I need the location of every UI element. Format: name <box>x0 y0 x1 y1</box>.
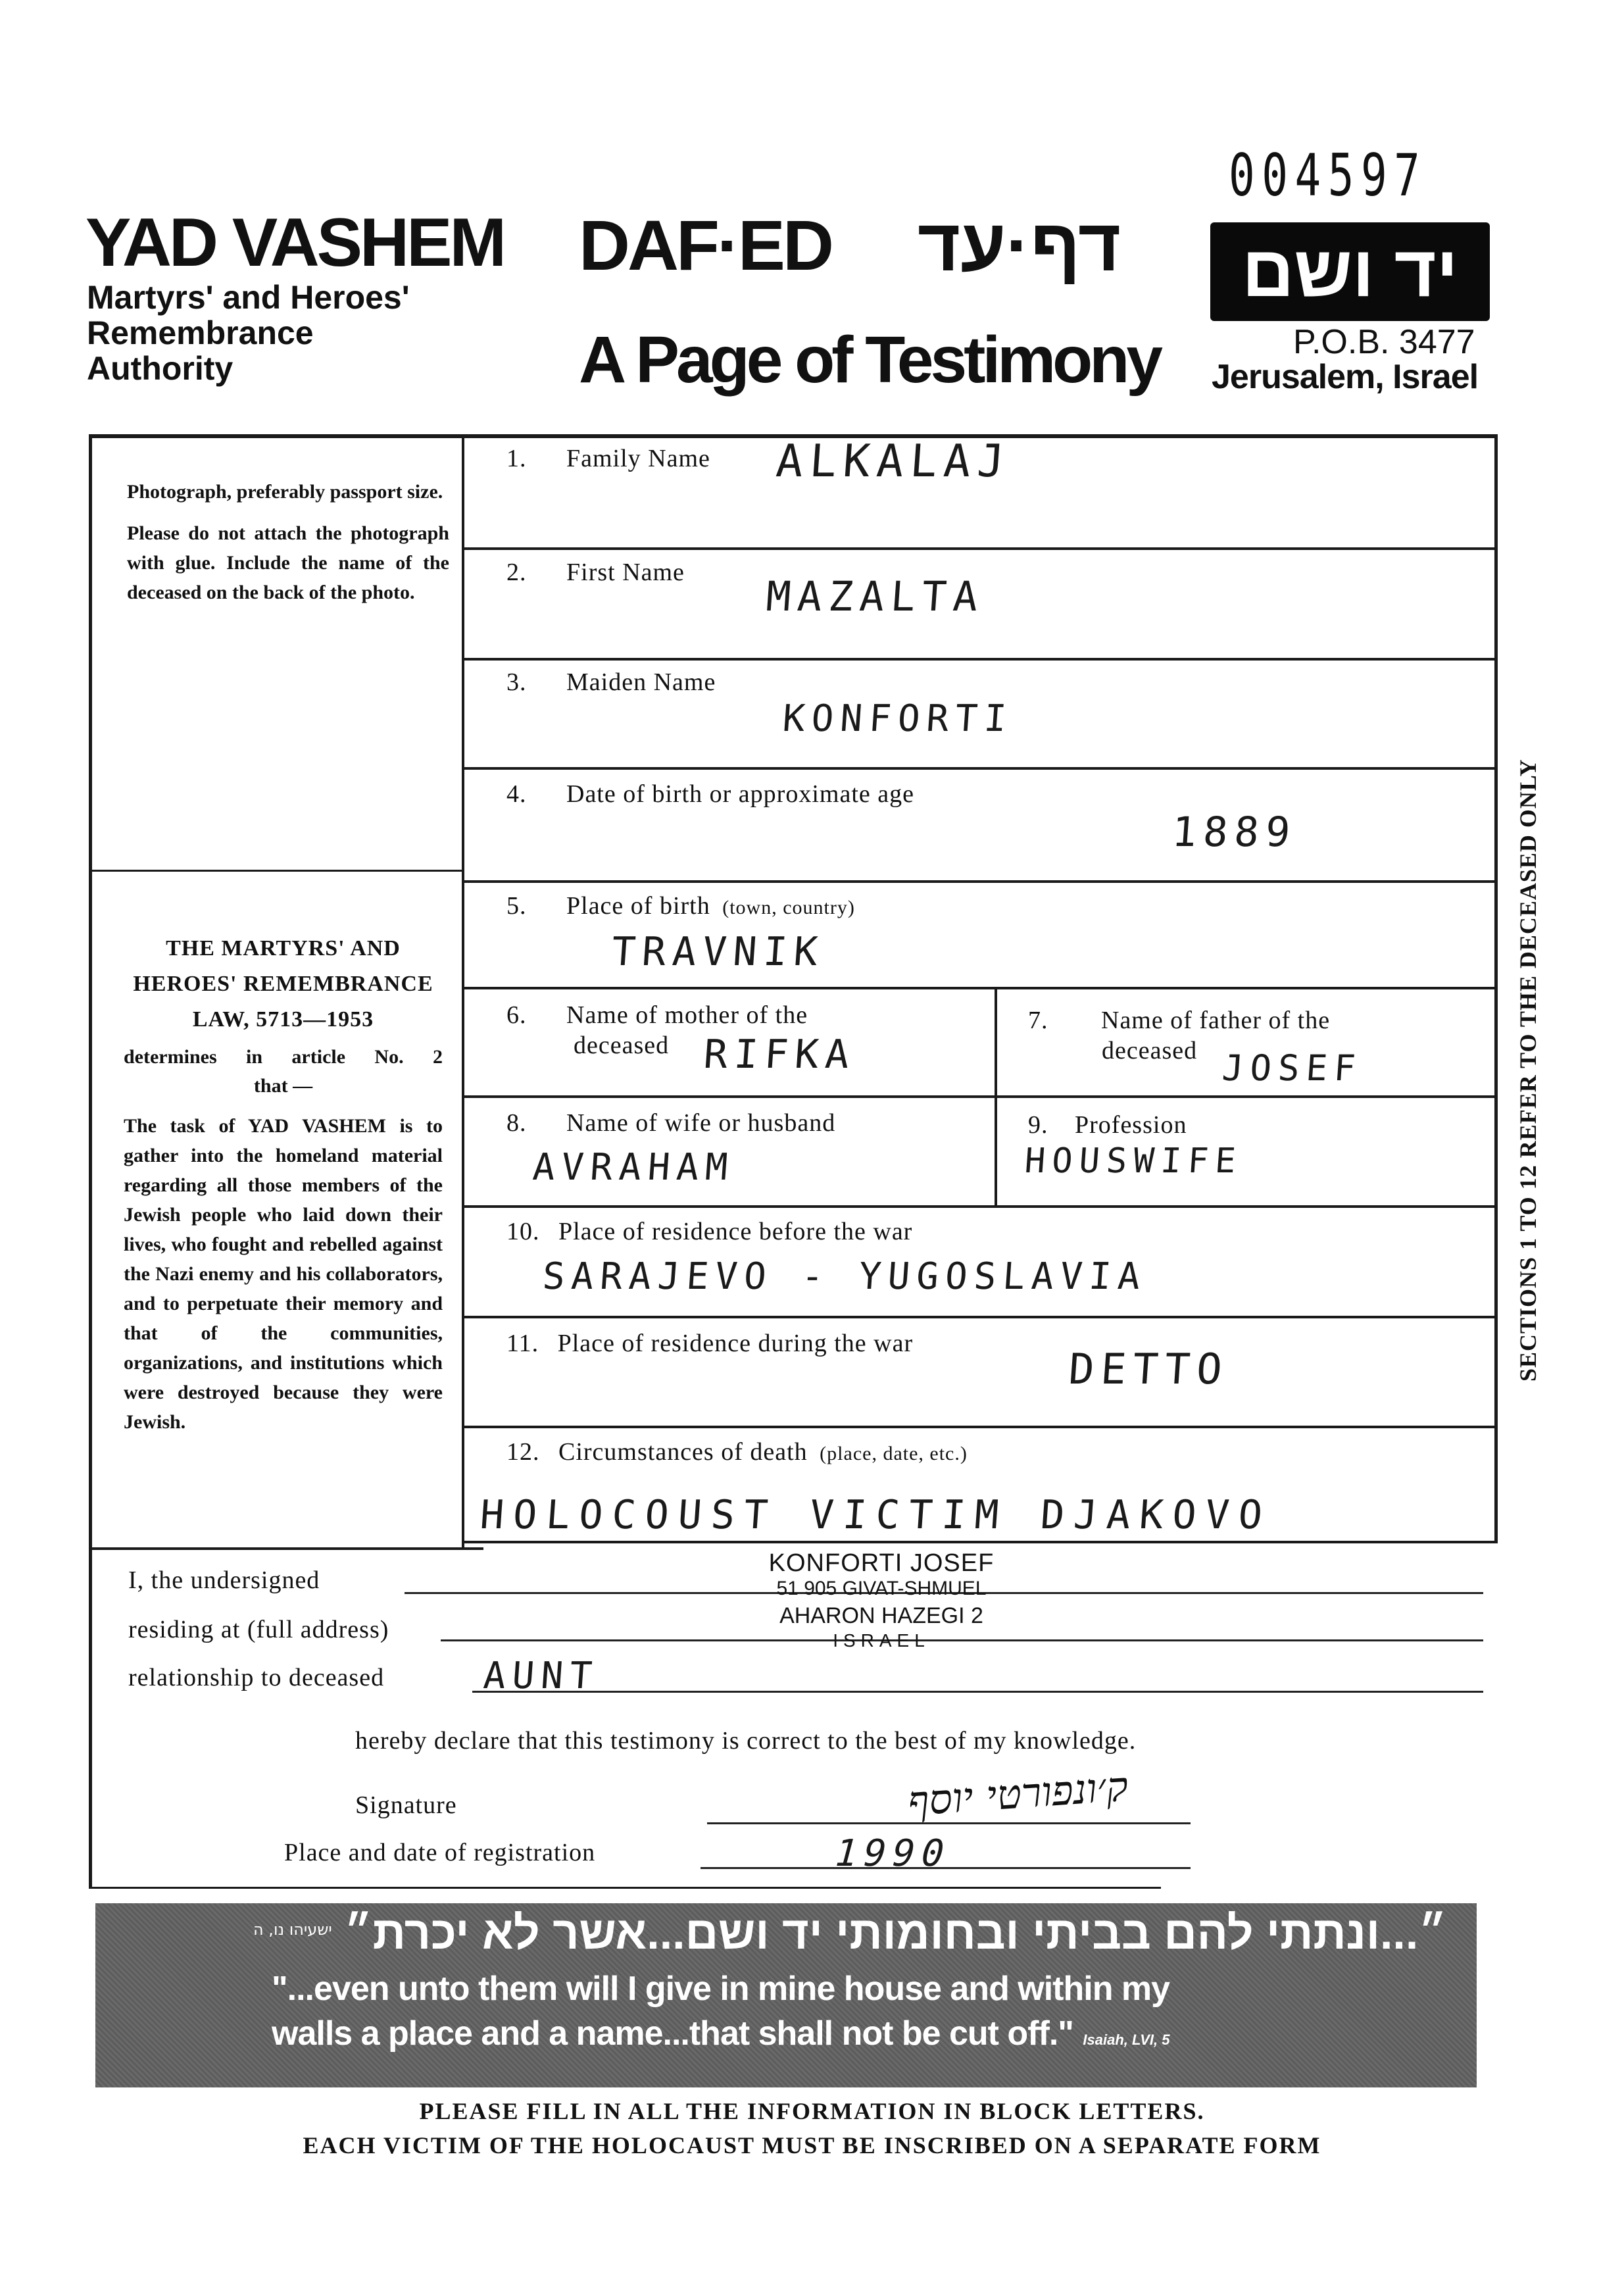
field-date-of-birth <box>506 780 914 809</box>
spouse-name-value[interactable]: AVRAHAM <box>531 1146 736 1189</box>
yad-vashem-logo <box>1210 222 1490 321</box>
org-subtitle-line-2: Remembrance <box>87 314 314 351</box>
place-of-birth-value[interactable]: TRAVNIK <box>610 929 826 975</box>
profession-value[interactable]: HOUSWIFE <box>1023 1141 1244 1181</box>
first-name-value[interactable]: MAZALTA <box>764 572 986 620</box>
field-1-label: Family Name <box>566 445 710 472</box>
field-profession <box>1028 1111 1187 1139</box>
org-name: YAD VASHEM <box>86 205 504 281</box>
photo-title: Photograph, preferably passport size. <box>127 481 443 503</box>
field-place-of-birth <box>506 891 855 920</box>
field-3-label: Maiden Name <box>566 668 716 696</box>
declarant-address-3[interactable]: ISRAEL <box>833 1630 930 1651</box>
field-family-name <box>506 444 710 473</box>
field-12-label: Circumstances of death <box>558 1438 808 1466</box>
org-subtitle-line-3: Authority <box>87 350 234 387</box>
footer-line-2: EACH VICTIM OF THE HOLOCAUST MUST BE INSCRIBED ON A SEPARATE FORM <box>303 2132 1321 2159</box>
relationship-label: relationship to deceased <box>128 1664 385 1691</box>
signature-label: Signature <box>355 1791 457 1819</box>
field-11-label: Place of residence during the war <box>557 1330 914 1357</box>
signature-value[interactable]: ק׳ונפורטי יוסף <box>906 1762 1130 1826</box>
field-7-number: 7. <box>1028 1007 1048 1034</box>
law-intro-line-2: that — <box>253 1075 313 1097</box>
pob: P.O.B. 3477 <box>1293 323 1475 361</box>
date-of-birth-value[interactable]: 1889 <box>1170 808 1298 856</box>
field-first-name <box>506 558 685 587</box>
daf-ed-title: DAF·ED <box>579 205 831 285</box>
declarant-name[interactable]: KONFORTI JOSEF <box>768 1549 995 1577</box>
field-4-label: Date of birth or approximate age <box>566 780 914 808</box>
registration-label: Place and date of registration <box>284 1839 596 1866</box>
banner-english-line-1: "...even unto them will I give in mine house and within my <box>272 1970 1170 2008</box>
daf-ed-hebrew: דף·עד <box>918 204 1121 286</box>
field-9-number: 9. <box>1028 1111 1048 1139</box>
law-title-line-1: THE MARTYRS' AND <box>166 936 401 961</box>
serial-number: 004597 <box>1229 141 1427 209</box>
field-5-number: 5. <box>506 892 527 920</box>
residence-during-war-value[interactable]: DETTO <box>1067 1345 1231 1394</box>
field-10-number: 10. <box>506 1218 540 1245</box>
field-6-label-2: deceased <box>574 1032 670 1059</box>
law-title-line-3: LAW, 5713—1953 <box>192 1007 374 1032</box>
banner-english-line-2 <box>272 2014 1169 2053</box>
declarant-address-2[interactable]: AHARON HAZEGI 2 <box>779 1603 983 1628</box>
field-2-number: 2. <box>506 559 527 586</box>
field-6-label: Name of mother of the <box>566 1001 808 1029</box>
relationship-line <box>472 1691 1483 1693</box>
org-subtitle <box>87 280 410 386</box>
field-spouse-name <box>506 1109 835 1137</box>
field-5-hint: (town, country) <box>722 897 855 918</box>
field-7-label-2: deceased <box>1102 1037 1198 1064</box>
org-subtitle-line-1: Martyrs' and Heroes' <box>87 279 410 316</box>
photo-text: Please do not attach the photograph with glue. Include the name of the deceased on the back of the photo. <box>127 522 449 603</box>
residing-label: residing at (full address) <box>128 1616 389 1643</box>
field-8-label: Name of wife or husband <box>566 1109 836 1137</box>
law-intro-line-1: determines in article No. 2 <box>124 1046 443 1068</box>
field-1-number: 1. <box>506 445 527 472</box>
page-title: A Page of Testimony <box>579 323 1160 397</box>
field-10-label: Place of residence before the war <box>558 1218 913 1245</box>
declaration-text: hereby declare that this testimony is correct to the best of my knowledge. <box>355 1727 1137 1755</box>
field-maiden-name <box>506 668 716 697</box>
family-name-value[interactable]: ALKALAJ <box>774 436 1013 487</box>
field-residence-during-war <box>506 1329 913 1358</box>
field-6-number: 6. <box>506 1001 527 1029</box>
father-name-value[interactable]: JOSEF <box>1220 1047 1364 1089</box>
field-residence-before-war <box>506 1217 912 1246</box>
sections-note: SECTIONS 1 TO 12 REFER TO THE DECEASED ONLY <box>1515 759 1541 1382</box>
field-4-number: 4. <box>506 780 527 808</box>
maiden-name-value[interactable]: KONFORTI <box>781 697 1014 740</box>
field-7-label: Name of father of the <box>1101 1007 1331 1034</box>
field-8-number: 8. <box>506 1109 527 1137</box>
law-title-line-2: HEROES' REMEMBRANCE <box>133 972 433 996</box>
banner-hebrew-quote: ״...ונתתי להם בביתי ובחומותי יד ושם...אשר לא יכרת״ <box>343 1907 1447 1959</box>
banner-english-line-2-text: walls a place and a name...that shall not be cut off." <box>272 2014 1073 2053</box>
law-section <box>124 931 443 1437</box>
banner-english-ref: Isaiah, LVI, 5 <box>1083 2032 1170 2048</box>
field-12-number: 12. <box>506 1438 540 1466</box>
field-11-number: 11. <box>506 1330 539 1357</box>
mother-name-value[interactable]: RIFKA <box>702 1032 858 1078</box>
field-9-label: Profession <box>1075 1111 1187 1139</box>
field-circumstances-of-death <box>506 1437 968 1466</box>
field-3-number: 3. <box>506 668 527 696</box>
field-2-label: First Name <box>566 559 685 586</box>
logo-hebrew-text: יד ושם <box>1242 231 1458 312</box>
declarant-address-1[interactable]: 51 905 GIVAT-SHMUEL <box>776 1578 987 1599</box>
law-intro <box>124 1043 443 1101</box>
quote-banner <box>95 1903 1477 2087</box>
banner-hebrew-ref: ישעיהו נו, ה <box>253 1920 332 1939</box>
undersigned-label: I, the undersigned <box>128 1566 320 1594</box>
footer-line-1: PLEASE FILL IN ALL THE INFORMATION IN BLOCK LETTERS. <box>419 2098 1205 2124</box>
field-5-label: Place of birth <box>566 892 710 920</box>
field-12-hint: (place, date, etc.) <box>820 1443 968 1464</box>
law-title <box>124 931 443 1037</box>
photo-instructions <box>127 477 449 607</box>
city: Jerusalem, Israel <box>1212 358 1479 396</box>
relationship-value[interactable]: AUNT <box>481 1655 601 1697</box>
law-text: The task of YAD VASHEM is to gather into the homeland material regarding all those members of the Jewish people who laid down their lives, who fought and rebelled against the Nazi enemy and his collaborators, and to perpetuate their memory and that of the communities, organizations, and institutions which were destroyed because they were Jewish. <box>124 1115 443 1433</box>
residence-before-war-value[interactable]: SARAJEVO - YUGOSLAVIA <box>541 1255 1148 1298</box>
circumstances-of-death-value[interactable]: HOLOCOUST VICTIM DJAKOVO <box>478 1492 1273 1538</box>
registration-value[interactable]: 1990 <box>833 1832 952 1875</box>
